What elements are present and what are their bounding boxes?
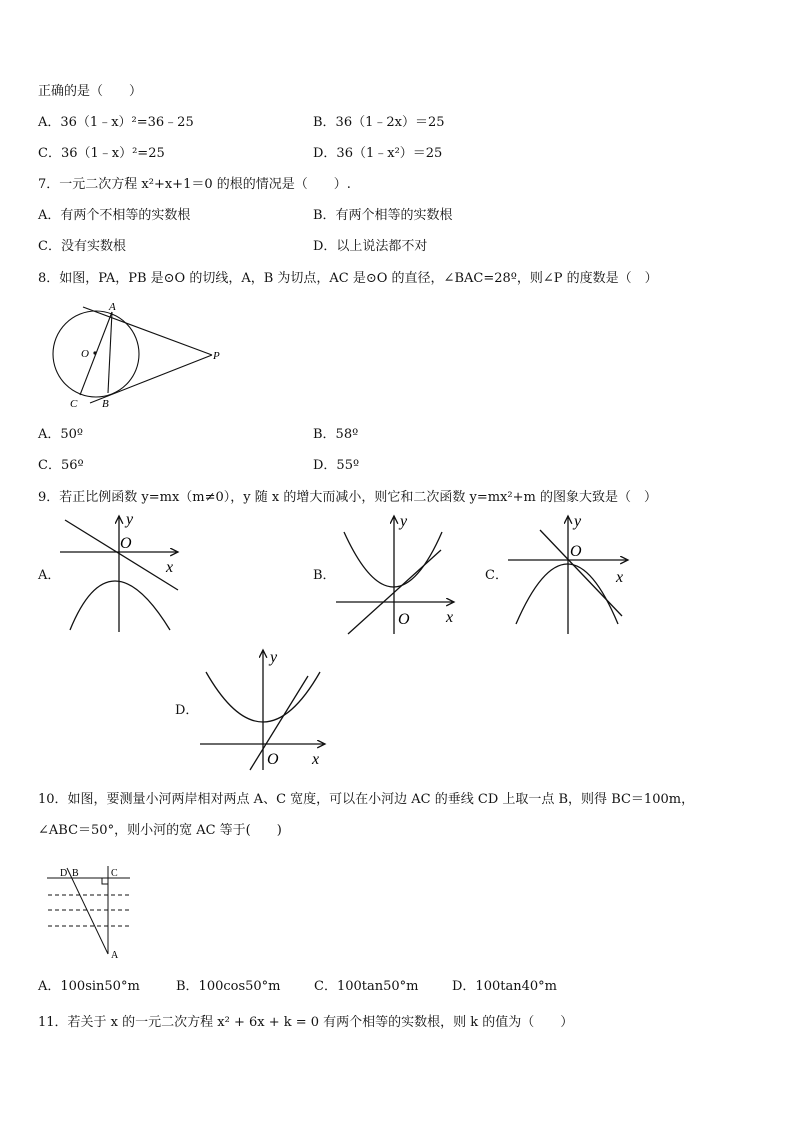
- q8-center-dot: [93, 351, 96, 354]
- q9a-label-x: x: [166, 559, 174, 576]
- q10-option-a[interactable]: A．100sin50°m: [38, 979, 140, 994]
- q7-option-a[interactable]: A．有两个不相等的实数根: [38, 208, 191, 223]
- q10-label-d: D: [60, 868, 68, 879]
- q9d-label-y: y: [270, 649, 278, 666]
- q9-option-c-label[interactable]: C．: [485, 568, 508, 583]
- q9a-label-o: O: [120, 535, 132, 552]
- q6-option-a[interactable]: A．36（1﹣x）²=36﹣25: [38, 115, 194, 130]
- q6-stem-tail: 正确的是（ ）: [38, 84, 143, 99]
- q10-label-c: C: [111, 868, 118, 879]
- q9b-label-o: O: [398, 611, 410, 628]
- q9c-parabola: [516, 564, 618, 624]
- q9-graph-a[interactable]: [60, 512, 190, 637]
- q8-label-a: A: [109, 301, 116, 313]
- q9a-line: [65, 520, 178, 590]
- q9b-parabola: [344, 532, 442, 587]
- q8-circle-tangent-figure: [40, 300, 230, 415]
- q9b-label-x: x: [446, 609, 454, 626]
- q9-stem: 9．若正比例函数 y=mx（m≠0），y 随 x 的增大而减小，则它和二次函数 y=mx²+m 的图象大致是（ ）: [38, 490, 657, 505]
- q9-option-d-label[interactable]: D．: [175, 703, 199, 718]
- q10-option-b[interactable]: B．100cos50°m: [176, 979, 281, 994]
- q9-graph-c[interactable]: [508, 512, 638, 637]
- q10-river-figure: [45, 862, 135, 962]
- q8-option-d[interactable]: D．55º: [313, 458, 360, 473]
- q10-option-d[interactable]: D．100tan40°m: [452, 979, 557, 994]
- q9a-parabola: [70, 581, 170, 630]
- q9-option-b-label[interactable]: B．: [313, 568, 336, 583]
- q7-option-b[interactable]: B．有两个相等的实数根: [313, 208, 453, 223]
- q8-option-c[interactable]: C．56º: [38, 458, 84, 473]
- q9c-label-x: x: [616, 569, 624, 586]
- q10-stem-line2: ∠ABC＝50°，则小河的宽 AC 等于( ): [38, 823, 282, 838]
- q7-option-d[interactable]: D．以上说法都不对: [313, 239, 428, 254]
- q8-chord-ab: [108, 312, 112, 393]
- q7-stem: 7．一元二次方程 x²+x+1＝0 的根的情况是（ ）.: [38, 177, 351, 192]
- q9c-label-o: O: [570, 543, 582, 560]
- q7-option-c[interactable]: C．没有实数根: [38, 239, 126, 254]
- q8-label-o: O: [81, 348, 89, 360]
- q9-graph-b[interactable]: [336, 512, 466, 637]
- q9c-label-y: y: [574, 513, 582, 530]
- q10-right-angle-mark: [102, 878, 108, 884]
- q9d-label-o: O: [267, 751, 279, 768]
- q9-graph-d[interactable]: [200, 646, 335, 771]
- q8-stem: 8．如图，PA，PB 是⊙O 的切线，A，B 为切点，AC 是⊙O 的直径，∠BAC=28º，则∠P 的度数是（ ）: [38, 271, 658, 286]
- q9-option-a-label[interactable]: A．: [38, 568, 61, 583]
- q10-label-a: A: [111, 950, 119, 961]
- q10-stem-line1: 10．如图，要测量小河两岸相对两点 A、C 宽度，可以在小河边 AC 的垂线 CD 上取一点 B，则得 BC＝100m，: [38, 792, 695, 807]
- q9d-line: [250, 676, 308, 770]
- q9a-label-y: y: [126, 511, 134, 528]
- q8-label-c: C: [70, 398, 78, 410]
- q6-option-c[interactable]: C．36（1﹣x）²=25: [38, 146, 165, 161]
- q10-option-c[interactable]: C．100tan50°m: [314, 979, 419, 994]
- q8-option-a[interactable]: A．50º: [38, 427, 84, 442]
- q9b-label-y: y: [400, 513, 408, 530]
- q11-stem: 11．若关于 x 的一元二次方程 x² + 6x + k = 0 有两个相等的实数根，则 k 的值为（ ）: [38, 1015, 574, 1030]
- q6-option-b[interactable]: B．36（1﹣2x）＝25: [313, 115, 445, 130]
- q6-option-d[interactable]: D．36（1﹣x²）＝25: [313, 146, 443, 161]
- q10-label-b: B: [72, 868, 79, 879]
- q8-tangent-pa: [83, 307, 212, 355]
- q8-label-p: P: [213, 350, 220, 362]
- q9d-label-x: x: [312, 751, 320, 768]
- q8-option-b[interactable]: B．58º: [313, 427, 359, 442]
- q8-label-b: B: [102, 398, 109, 410]
